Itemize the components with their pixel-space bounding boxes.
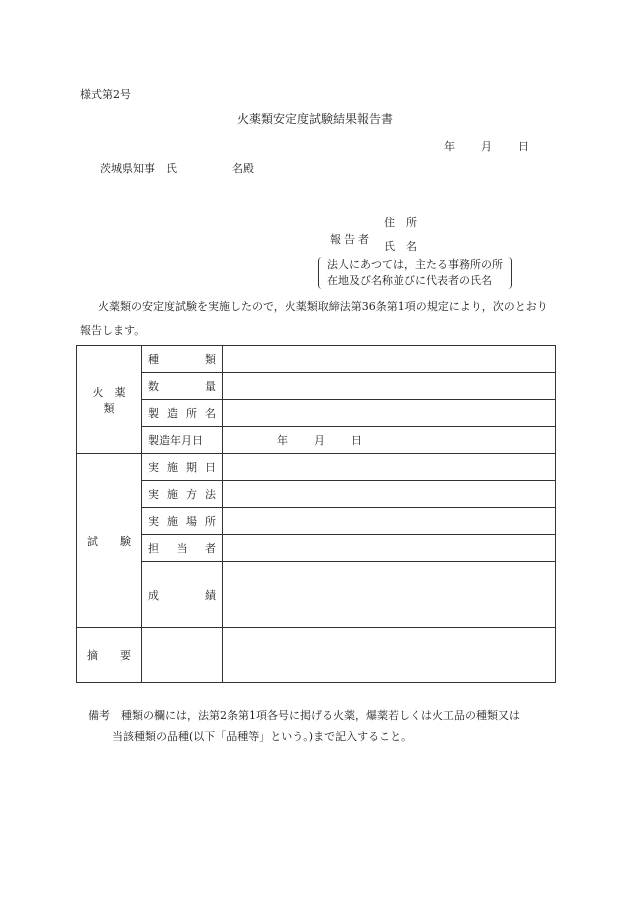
name-label: 氏 名	[384, 240, 417, 253]
value-method[interactable]	[223, 481, 556, 508]
form-number: 様式第2号	[80, 88, 131, 101]
group-summary: 摘 要	[77, 628, 142, 683]
date-month: 月	[481, 140, 492, 153]
date-year: 年	[444, 140, 455, 153]
value-person[interactable]	[223, 535, 556, 562]
reporter-label: 報告者	[330, 233, 372, 246]
value-place[interactable]	[223, 508, 556, 535]
document-title: 火薬類安定度試験結果報告書	[236, 112, 393, 126]
label-manufacturer: 製 造 所 名	[142, 400, 223, 427]
value-summary[interactable]	[223, 628, 556, 683]
value-manufacturer[interactable]	[223, 400, 556, 427]
summary-sub[interactable]	[142, 628, 223, 683]
corporate-note	[318, 257, 512, 289]
label-place: 実 施 場 所	[142, 508, 223, 535]
group-explosives: 火 薬 類	[77, 346, 142, 454]
value-mfg-date[interactable]	[223, 427, 556, 454]
label-results: 成 績	[142, 562, 223, 628]
date-day: 日	[518, 140, 529, 153]
remarks-line1: 備考 種類の欄には，法第2条第1項各号に掲げる火薬，爆薬若しくは火工品の種類又は	[88, 709, 520, 722]
label-method: 実 施 方 法	[142, 481, 223, 508]
corporate-note-line1: 法人にあつては，主たる事務所の所	[327, 258, 503, 271]
label-quantity: 数 量	[142, 373, 223, 400]
group-test: 試 験	[77, 454, 142, 628]
mfg-date-day: 日	[351, 434, 362, 447]
label-impl-date: 実 施 期 日	[142, 454, 223, 481]
body-text: 火薬類の安定度試験を実施したので，火薬類取締法第36条第1項の規定により，次のとおり報告します。	[80, 300, 548, 337]
label-type: 種 類	[142, 346, 223, 373]
value-impl-date[interactable]	[223, 454, 556, 481]
label-mfg-date: 製造年月日	[142, 427, 223, 454]
address-label: 住 所	[384, 216, 417, 229]
value-quantity[interactable]	[223, 373, 556, 400]
report-table	[76, 345, 556, 683]
report-date	[444, 138, 529, 154]
mfg-date-year: 年	[277, 434, 288, 447]
value-results[interactable]	[223, 562, 556, 628]
label-person: 担 当 者	[142, 535, 223, 562]
mfg-date-month: 月	[314, 434, 325, 447]
addressee: 茨城県知事 氏 名殿	[100, 162, 254, 175]
remarks-line2: 当該種類の品種(以下「品種等」という。)まで記入すること。	[112, 730, 413, 743]
corporate-note-line2: 在地及び名称並びに代表者の氏名	[327, 274, 492, 287]
value-type[interactable]	[223, 346, 556, 373]
